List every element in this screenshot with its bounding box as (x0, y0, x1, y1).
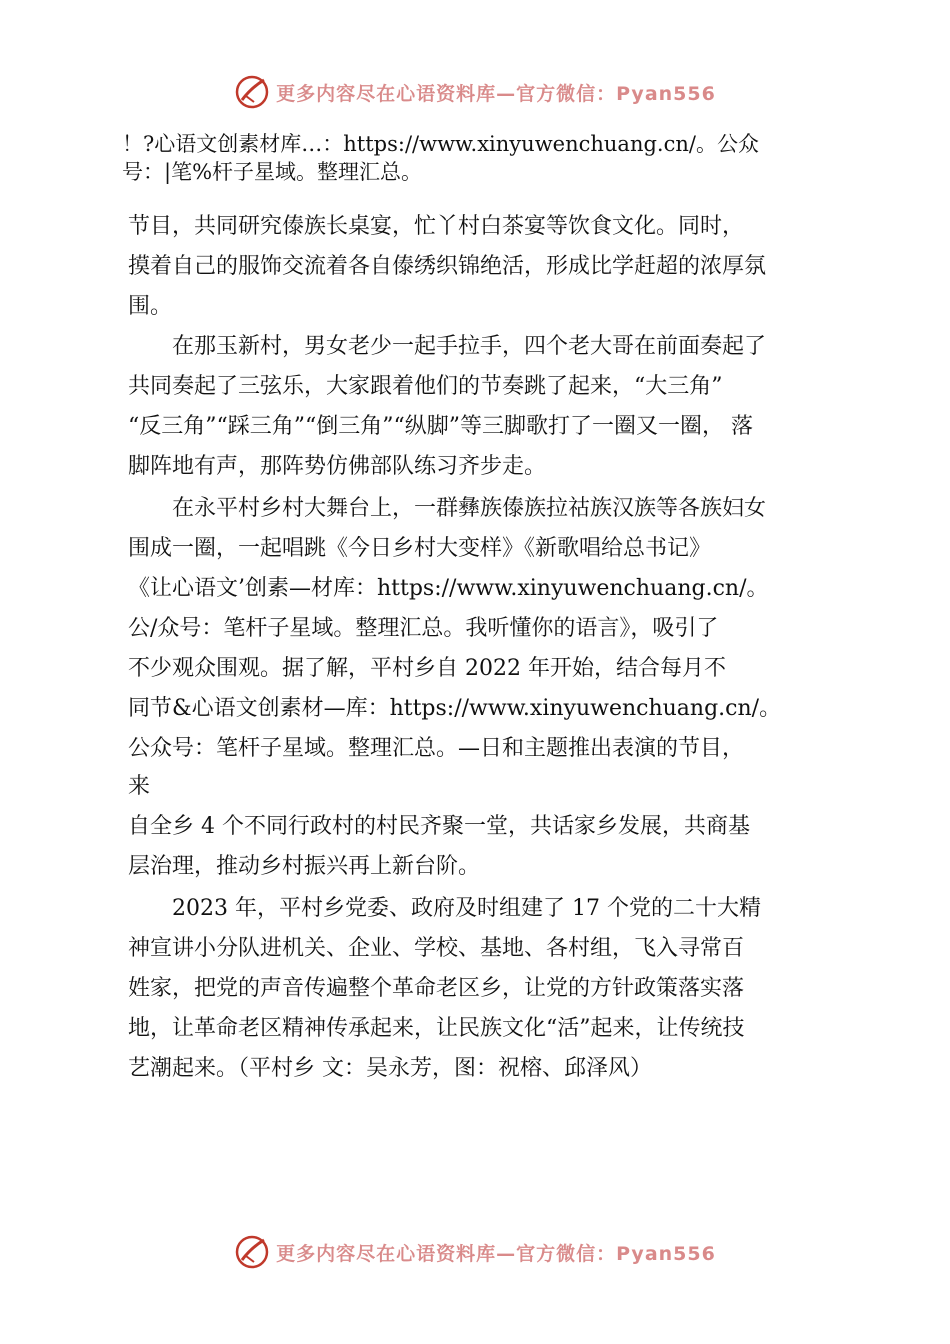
logo-icon (234, 74, 270, 110)
body-line: 在永平村乡村大舞台上，一群彝族傣族拉祜族汉族等各族妇女 (128, 496, 767, 521)
body-line: 围成一圈，一起唱跳《今日乡村大变样》《新歌唱给总书记》 (128, 536, 712, 561)
body-line: 层治理，推动乡村振兴再上新台阶。 (128, 854, 481, 879)
body-line: 节目，共同研究傣族长桌宴，忙丫村白茶宴等饮食文化。同时， (128, 214, 745, 239)
bottom-banner (0, 1230, 950, 1274)
body-line: 不少观众围观。据了解，平村乡自 2022 年开始，结合每月不 (128, 656, 726, 681)
body-line: 姓家，把党的声音传遍整个革命老区乡，让党的方针政策落实落 (128, 976, 745, 1001)
body-line: 共同奏起了三弦乐，大家跟着他们的节奏跳了起来，“大三角” (128, 374, 723, 399)
body-line: 摸着自己的服饰交流着各自傣绣织锦绝活，形成比学赶超的浓厚氛 (128, 254, 767, 279)
body-line: 公众号：笔杆子星域。整理汇总。—日和主题推出表演的节目， (128, 736, 745, 761)
body-line: 神宣讲小分队进机关、企业、学校、基地、各村组，飞入寻常百 (128, 936, 745, 961)
body-line: 围。 (128, 294, 173, 319)
body-line: 2023 年，平村乡党委、政府及时组建了 17 个党的二十大精 (128, 896, 761, 921)
body-line: 自全乡 4 个不同行政村的村民齐聚一堂，共话家乡发展，共商基 (128, 814, 750, 839)
body-line: 脚阵地有声，那阵势仿佛部队练习齐步走。 (128, 454, 547, 479)
body-line: 艺潮起来。（平村乡 文：吴永芳，图：祝榕、邱泽风） (128, 1056, 652, 1081)
body-line: “反三角”“踩三角”“倒三角”“纵脚”等三脚歌打了一圈又一圈， 落 (128, 414, 753, 439)
header-line: ！?心语文创素材库…：https://www.xinyuwenchuang.cn/。公众 (122, 132, 759, 156)
body-line: 公/众号：笔杆子星域。整理汇总。我听懂你的语言》，吸引了 (128, 616, 719, 641)
body-line: 同节&心语文创素材—库：https://www.xinyuwenchuang.cn/。 (128, 696, 782, 721)
logo-icon (234, 1234, 270, 1270)
body-line: 来 (128, 774, 151, 799)
body-line: 《让心语文’创素—材库：https://www.xinyuwenchuang.cn/。 (128, 576, 769, 601)
top-banner (0, 70, 950, 114)
body-line: 地，让革命老区精神传承起来，让民族文化“活”起来，让传统技 (128, 1016, 745, 1041)
body-line: 在那玉新村，男女老少一起手拉手，四个老大哥在前面奏起了 (128, 334, 767, 359)
banner-text: 更多内容尽在心语资料库—官方微信：Pyan556 (276, 82, 716, 105)
header-line: 号：|笔%杆子星域。整理汇总。 (122, 160, 423, 184)
banner-text: 更多内容尽在心语资料库—官方微信：Pyan556 (276, 1242, 716, 1265)
